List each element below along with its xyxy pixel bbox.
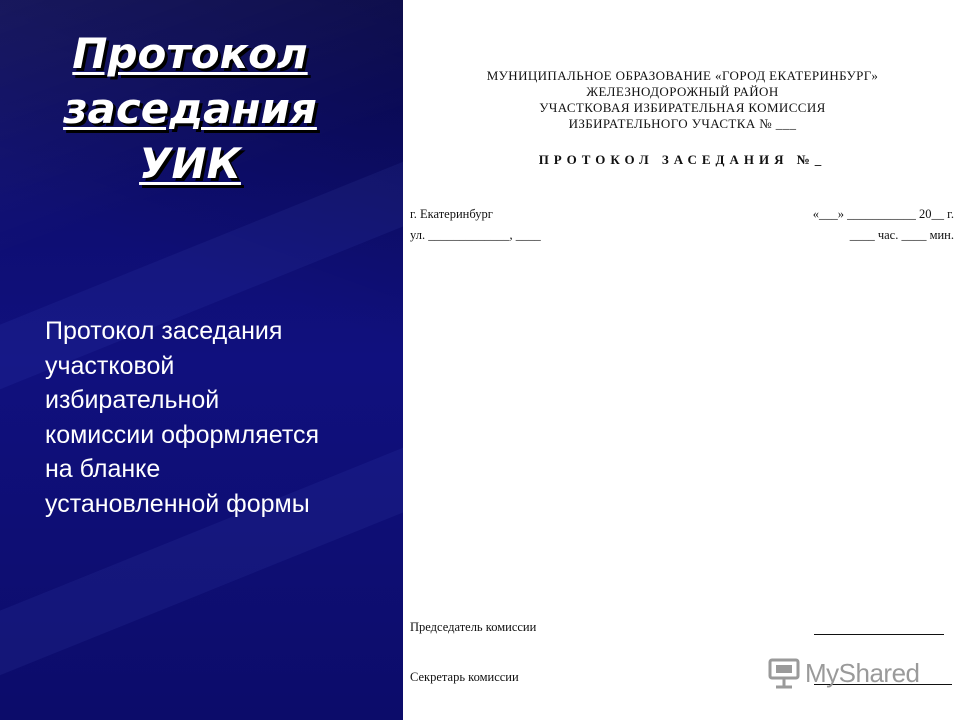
chairman-signature-line bbox=[814, 634, 944, 635]
slide-body-text bbox=[45, 314, 385, 521]
body-line: установленной формы bbox=[45, 489, 310, 518]
title-line: Протокол bbox=[72, 29, 308, 78]
header-line: УЧАСТКОВАЯ ИЗБИРАТЕЛЬНАЯ КОМИССИЯ bbox=[539, 100, 826, 115]
title-line: УИК bbox=[139, 139, 241, 188]
projector-icon bbox=[767, 656, 801, 690]
street-field: ул. _____________, ____ bbox=[410, 228, 541, 242]
date-field: «___» ___________ 20__ г. bbox=[812, 207, 954, 221]
body-line: участковой bbox=[45, 351, 175, 380]
body-line: Протокол заседания bbox=[45, 317, 283, 345]
city-field: г. Екатеринбург bbox=[410, 207, 493, 221]
body-line: на бланке bbox=[45, 455, 161, 483]
slide-title bbox=[40, 26, 340, 191]
protocol-title: ПРОТОКОЛ ЗАСЕДАНИЯ №_ bbox=[538, 152, 827, 167]
header-line: ЖЕЛЕЗНОДОРОЖНЫЙ РАЙОН bbox=[586, 84, 779, 99]
header-line: ИЗБИРАТЕЛЬНОГО УЧАСТКА № ___ bbox=[568, 116, 797, 131]
header-line: МУНИЦИПАЛЬНОЕ ОБРАЗОВАНИЕ «ГОРОД ЕКАТЕРИНБУРГ» bbox=[486, 68, 879, 83]
form-header bbox=[405, 68, 960, 132]
chairman-label: Председатель комиссии bbox=[410, 620, 537, 634]
time-field: ____ час. ____ мин. bbox=[849, 228, 954, 242]
watermark bbox=[767, 654, 957, 694]
body-line: комиссии оформляется bbox=[45, 420, 320, 449]
body-line: избирательной bbox=[45, 386, 220, 414]
slide-left-panel bbox=[0, 0, 403, 720]
watermark-text: MyShared bbox=[805, 658, 920, 688]
title-line: заседания bbox=[63, 84, 317, 133]
secretary-label: Секретарь комиссии bbox=[410, 670, 519, 684]
protocol-form-image bbox=[405, 0, 960, 720]
